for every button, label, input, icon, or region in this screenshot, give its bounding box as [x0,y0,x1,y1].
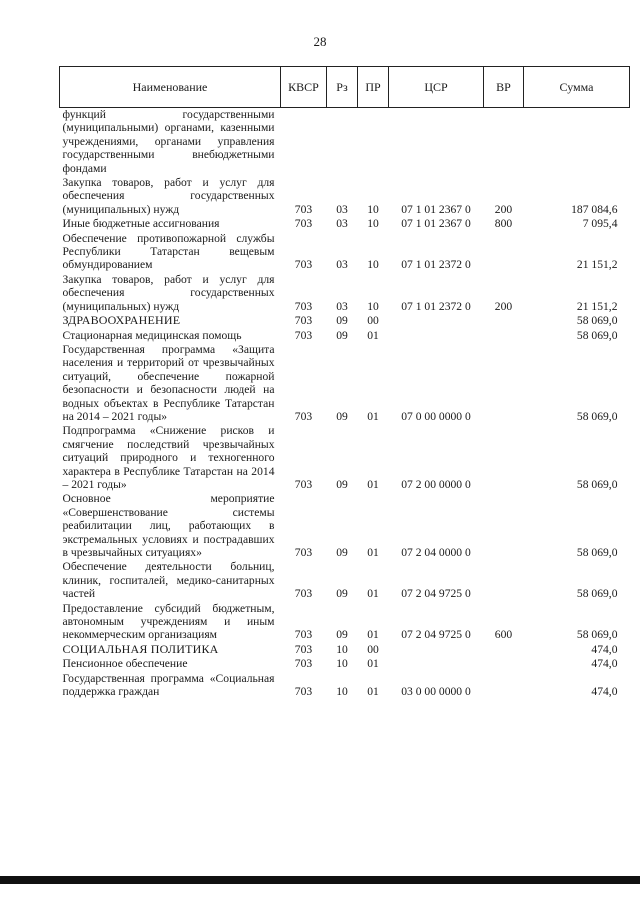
cell-rz: 09 [336,628,348,642]
cell-rz: 09 [336,477,348,491]
table-row [60,329,630,343]
cell-name: Подпрограмма «Снижение рисков и смягчение последствий чрезвычайных ситуаций природного и техногенного характера в Республике Татарстан на 2014 – 2021 годы» [62,424,275,491]
table-row [60,492,630,560]
table-row [60,314,630,328]
cell-kvsr: 703 [294,628,313,642]
table-body [60,108,630,700]
cell-kvsr: 703 [294,642,313,656]
cell-name: Предоставление субсидий бюджетным, автономным учреждениям и иным некоммерческим организациям [62,601,275,642]
cell-kvsr: 703 [294,202,313,216]
header-rz: Рз [327,67,358,108]
table-row [60,657,630,671]
table-row [60,273,630,314]
cell-pr: 01 [367,657,379,671]
cell-kvsr: 703 [294,409,313,423]
cell-csr: 07 2 04 9725 0 [401,628,471,642]
table-row [60,232,630,273]
cell-csr: 07 1 01 2372 0 [401,299,471,313]
table-row [60,643,630,657]
cell-pr: 01 [367,628,379,642]
cell-rz [327,108,358,177]
cell-name: Стационарная медицинская помощь [62,328,242,342]
table-row [60,602,630,643]
cell-pr: 01 [367,328,379,342]
cell-vr [484,424,524,492]
cell-name: Пенсионное обеспечение [62,657,188,671]
cell-vr: 200 [494,299,513,313]
header-csr: ЦСР [389,67,484,108]
cell-name: Обеспечение противопожарной службы Республики Татарстан вещевым обмундированием [62,231,275,272]
cell-pr: 10 [367,202,379,216]
cell-csr: 07 2 04 9725 0 [401,587,471,601]
cell-csr: 07 2 04 0000 0 [401,546,471,559]
cell-csr: 07 1 01 2367 0 [401,202,471,216]
table-header [60,67,630,108]
cell-name: Иные бюджетные ассигнования [62,217,220,231]
table-row [60,176,630,217]
header-kvsr: КВСР [281,67,327,108]
header-pr: ПР [358,67,389,108]
cell-vr [484,314,524,328]
cell-rz: 10 [336,642,348,656]
cell-kvsr: 703 [294,217,313,231]
cell-csr [389,314,484,328]
cell-vr [484,232,524,273]
cell-rz: 09 [336,314,348,328]
cell-csr [389,329,484,343]
cell-vr [484,643,524,657]
cell-kvsr: 703 [294,314,313,328]
cell-kvsr: 703 [294,587,313,601]
cell-sum: 21 151,2 [576,258,618,272]
table-row [60,424,630,492]
cell-pr: 00 [367,642,379,656]
table-row [60,343,630,424]
cell-rz: 03 [336,217,348,231]
cell-sum: 7 095,4 [582,217,618,231]
cell-name: Обеспечение деятельности больниц, клиник, госпиталей, медико-санитарных частей [62,560,275,601]
cell-name: Государственная программа «Защита населения и территорий от чрезвычайных ситуаций, обеспечение пожарной безопасности и безопасности людей на водных объектах в Республике Татарстан на 2014 – 2021 годы» [62,342,275,423]
cell-csr [389,657,484,671]
cell-vr [484,492,524,560]
cell-name: функций государственными (муниципальными) органами, казенными учреждениями, органами управления государственными внебюджетными фондами [62,108,275,175]
cell-pr: 10 [367,299,379,313]
cell-csr [389,643,484,657]
cell-kvsr: 703 [294,328,313,342]
cell-rz: 10 [336,657,348,671]
cell-vr [484,343,524,424]
budget-table [59,66,630,699]
cell-vr [484,657,524,671]
scan-edge-bar [0,876,640,884]
table-row [60,560,630,601]
cell-pr: 01 [367,477,379,491]
cell-vr: 800 [494,217,513,231]
cell-rz: 03 [336,202,348,216]
cell-rz: 10 [336,685,348,699]
cell-sum [524,108,630,177]
cell-kvsr: 703 [294,477,313,491]
cell-sum: 58 069,0 [576,328,618,342]
cell-sum: 474,0 [591,642,618,656]
cell-pr: 00 [367,314,379,328]
cell-pr [358,108,389,177]
cell-sum: 58 069,0 [576,477,618,491]
cell-kvsr: 703 [294,299,313,313]
cell-sum: 21 151,2 [576,299,618,313]
cell-sum: 58 069,0 [576,587,618,601]
cell-pr: 10 [367,217,379,231]
cell-sum: 58 069,0 [576,314,618,328]
cell-rz: 09 [336,409,348,423]
cell-rz: 09 [336,546,348,559]
cell-rz: 03 [336,299,348,313]
header-vr: ВР [484,67,524,108]
cell-sum: 474,0 [591,657,618,671]
cell-sum: 58 069,0 [576,546,618,559]
cell-pr: 01 [367,409,379,423]
cell-pr: 10 [367,258,379,272]
cell-kvsr: 703 [294,546,313,559]
cell-rz: 09 [336,328,348,342]
cell-vr: 200 [494,202,513,216]
cell-sum: 58 069,0 [576,628,618,642]
cell-csr: 07 1 01 2367 0 [401,217,471,231]
cell-pr: 01 [367,587,379,601]
cell-vr [484,560,524,601]
page-number: 28 [313,34,327,49]
cell-sum: 187 084,6 [571,202,618,216]
cell-pr: 01 [367,685,379,699]
cell-csr: 07 0 00 0000 0 [401,409,471,423]
cell-name: ЗДРАВООХРАНЕНИЕ [62,313,181,328]
cell-name: Основное мероприятие «Совершенствование системы реабилитации лиц, работающих в экстремальных условиях и пострадавших в чрезвычайных ситуациях» [62,492,275,559]
cell-sum: 474,0 [591,685,618,699]
cell-kvsr: 703 [294,258,313,272]
header-name: Наименование [60,67,281,108]
cell-kvsr: 703 [294,657,313,671]
cell-vr [484,108,524,177]
cell-pr: 01 [367,546,379,559]
cell-vr: 600 [494,628,513,642]
cell-rz: 03 [336,258,348,272]
header-sum: Сумма [524,67,630,108]
table-row [60,672,630,700]
cell-csr: 07 1 01 2372 0 [401,258,471,272]
cell-csr [389,108,484,177]
table-row [60,217,630,231]
cell-name: Государственная программа «Социальная поддержка граждан [62,671,275,699]
cell-vr [484,672,524,700]
cell-name: СОЦИАЛЬНАЯ ПОЛИТИКА [62,641,219,656]
table-row [60,108,630,177]
cell-csr: 07 2 00 0000 0 [401,477,471,491]
cell-vr [484,329,524,343]
cell-sum: 58 069,0 [576,409,618,423]
cell-csr: 03 0 00 0000 0 [401,685,471,699]
cell-name: Закупка товаров, работ и услуг для обеспечения государственных (муниципальных) нужд [62,272,275,313]
cell-name: Закупка товаров, работ и услуг для обеспечения государственных (муниципальных) нужд [62,176,275,216]
cell-rz: 09 [336,587,348,601]
cell-kvsr [281,108,327,177]
cell-kvsr: 703 [294,685,313,699]
